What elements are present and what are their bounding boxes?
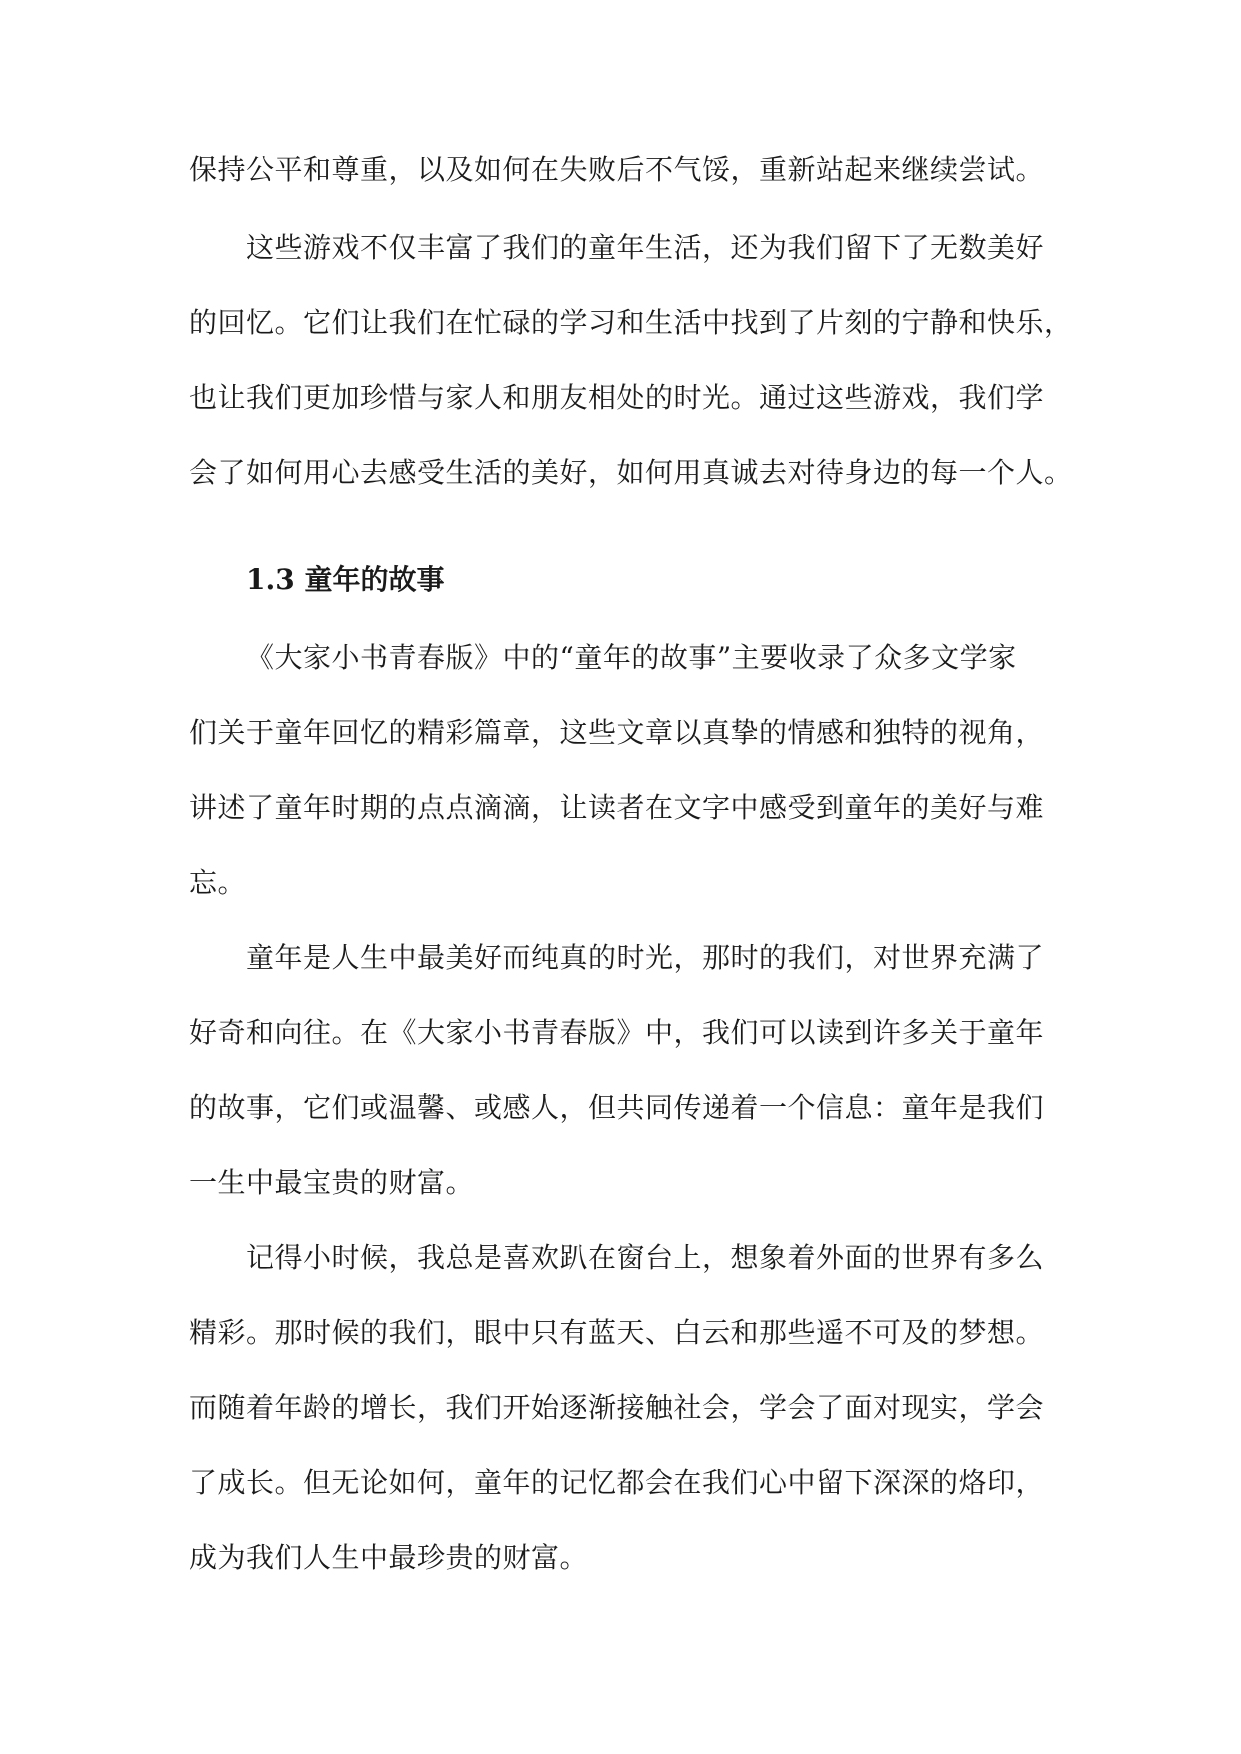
paragraph-line: 的回忆。它们让我们在忙碌的学习和生活中找到了片刻的宁静和快乐， — [189, 306, 1073, 339]
paragraph-line: 一生中最宝贵的财富。 — [189, 1166, 475, 1199]
section-heading: 1.3 童年的故事 — [246, 563, 445, 596]
paragraph-line: 保持公平和尊重，以及如何在失败后不气馁，重新站起来继续尝试。 — [189, 153, 1045, 186]
paragraph-line: 这些游戏不仅丰富了我们的童年生活，还为我们留下了无数美好 — [246, 231, 1045, 264]
paragraph-line: 童年是人生中最美好而纯真的时光，那时的我们，对世界充满了 — [246, 941, 1045, 974]
paragraph-line: 会了如何用心去感受生活的美好，如何用真诚去对待身边的每一个人。 — [189, 456, 1073, 489]
paragraph-line: 成为我们人生中最珍贵的财富。 — [189, 1541, 589, 1574]
paragraph-line: 好奇和向往。在《大家小书青春版》中，我们可以读到许多关于童年 — [189, 1016, 1045, 1049]
paragraph-line: 了成长。但无论如何，童年的记忆都会在我们心中留下深深的烙印， — [189, 1466, 1045, 1499]
paragraph-line: 精彩。那时候的我们，眼中只有蓝天、白云和那些遥不可及的梦想。 — [189, 1316, 1045, 1349]
paragraph-line: 也让我们更加珍惜与家人和朋友相处的时光。通过这些游戏，我们学 — [189, 381, 1045, 414]
paragraph-line: 而随着年龄的增长，我们开始逐渐接触社会，学会了面对现实，学会 — [189, 1391, 1045, 1424]
paragraph-line: 《大家小书青春版》中的“童年的故事”主要收录了众多文学家 — [246, 641, 1017, 674]
paragraph-line: 讲述了童年时期的点点滴滴，让读者在文字中感受到童年的美好与难 — [189, 791, 1045, 824]
paragraph-line: 忘。 — [189, 866, 247, 899]
paragraph-line: 记得小时候，我总是喜欢趴在窗台上，想象着外面的世界有多么 — [246, 1241, 1045, 1274]
paragraph-line: 们关于童年回忆的精彩篇章，这些文章以真挚的情感和独特的视角， — [189, 716, 1045, 749]
paragraph-line: 的故事，它们或温馨、或感人，但共同传递着一个信息：童年是我们 — [189, 1091, 1045, 1124]
